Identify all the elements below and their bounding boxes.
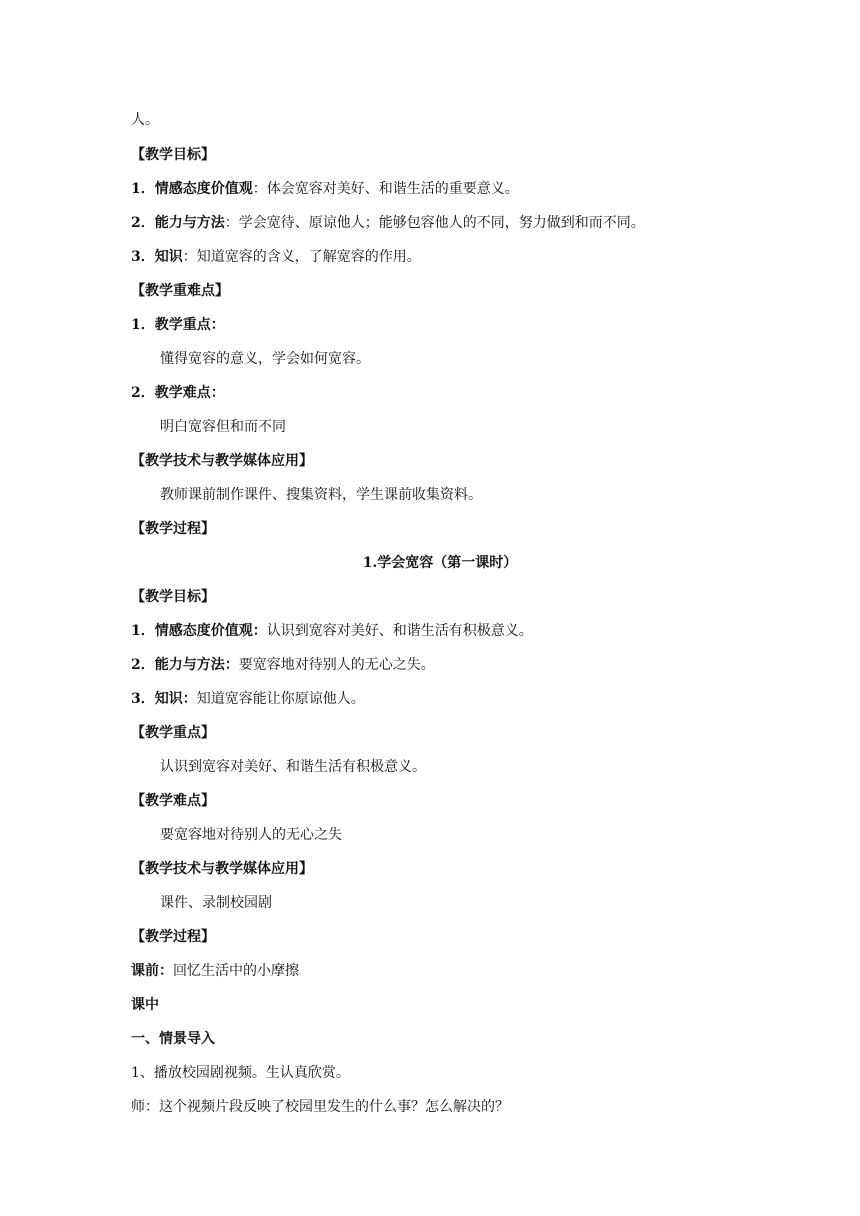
media-text: 教师课前制作课件、搜集资料，学生课前收集资料。 xyxy=(160,487,482,503)
before-class-line xyxy=(131,961,299,981)
objective-item-3 xyxy=(131,247,421,267)
lesson-objective-item-3 xyxy=(131,689,365,709)
item-text: 回忆生活中的小摩擦 xyxy=(173,963,299,979)
item-number: 2． xyxy=(131,385,155,401)
item-label: 课前： xyxy=(131,963,173,979)
step-line: 1、播放校园剧视频。生认真欣赏。 xyxy=(131,1065,350,1081)
item-label: 教学重点： xyxy=(154,317,225,333)
heading-text: 【教学过程】 xyxy=(131,521,215,537)
section-heading-process-2 xyxy=(131,927,215,947)
difficulty-text-2: 要宽容地对待别人的无心之失 xyxy=(160,827,342,843)
item-number: 1． xyxy=(131,181,155,197)
focus-text: 认识到宽容对美好、和谐生活有积极意义。 xyxy=(160,759,426,775)
item-label: 知识 xyxy=(154,249,183,265)
section-heading-media-2 xyxy=(131,859,313,879)
item-text: 要宽容地对待别人的无心之失。 xyxy=(238,657,435,673)
scenario-intro-heading xyxy=(131,1029,215,1049)
heading-text: 【教学技术与教学媒体应用】 xyxy=(131,453,313,469)
heading-text: 【教学重难点】 xyxy=(131,283,229,299)
text-line: 人。 xyxy=(131,112,159,128)
item-number: 3． xyxy=(131,249,155,265)
item-text: ：体会宽容对美好、和谐生活的重要意义。 xyxy=(252,181,519,197)
lesson-objective-item-2 xyxy=(131,655,435,675)
item-label: 情感态度价值观： xyxy=(154,623,267,639)
section-heading-process xyxy=(131,519,215,539)
title-text: 1.学会宽容（第一课时） xyxy=(362,555,518,571)
item-text: 认识到宽容对美好、和谐生活有积极意义。 xyxy=(266,623,533,639)
item-number: 2． xyxy=(131,215,155,231)
item-number: 1． xyxy=(131,317,155,333)
item-number: 3． xyxy=(131,691,155,707)
item-label: 教学难点： xyxy=(154,385,225,401)
heading-text: 一、情景导入 xyxy=(131,1031,215,1047)
item-text: ：知道宽容的含义，了解宽容的作用。 xyxy=(182,249,421,265)
section-heading-objectives-2 xyxy=(131,587,215,607)
key-point-label xyxy=(131,315,225,335)
item-text: 知道宽容能让你原谅他人。 xyxy=(196,691,365,707)
item-label: 能力与方法 xyxy=(154,215,225,231)
difficulty-text: 明白宽容但和而不同 xyxy=(160,419,286,435)
heading-text: 【教学技术与教学媒体应用】 xyxy=(131,861,313,877)
heading-text: 【教学目标】 xyxy=(131,147,215,163)
item-number: 2． xyxy=(131,657,155,673)
heading-text: 【教学重点】 xyxy=(131,725,215,741)
lesson-title xyxy=(0,553,860,573)
teacher-question-line: 师：这个视频片段反映了校园里发生的什么事？怎么解决的？ xyxy=(131,1099,509,1115)
media-text-2: 课件、录制校园剧 xyxy=(160,895,272,911)
objective-item-1 xyxy=(131,179,519,199)
in-class-heading xyxy=(131,995,159,1015)
heading-text: 课中 xyxy=(131,997,159,1013)
item-text: ：学会宽待、原谅他人；能够包容他人的不同，努力做到和而不同。 xyxy=(224,215,645,231)
section-heading-objectives xyxy=(131,145,215,165)
section-heading-media xyxy=(131,451,313,471)
difficulty-label xyxy=(131,383,225,403)
section-heading-focus xyxy=(131,723,215,743)
heading-text: 【教学目标】 xyxy=(131,589,215,605)
item-label: 知识： xyxy=(154,691,197,707)
section-heading-difficulty xyxy=(131,791,215,811)
objective-item-2 xyxy=(131,213,645,233)
item-label: 能力与方法： xyxy=(154,657,239,673)
item-label: 情感态度价值观 xyxy=(154,181,253,197)
item-number: 1． xyxy=(131,623,155,639)
heading-text: 【教学难点】 xyxy=(131,793,215,809)
lesson-objective-item-1 xyxy=(131,621,533,641)
key-point-text: 懂得宽容的意义，学会如何宽容。 xyxy=(160,351,370,367)
heading-text: 【教学过程】 xyxy=(131,929,215,945)
section-heading-key-points xyxy=(131,281,229,301)
